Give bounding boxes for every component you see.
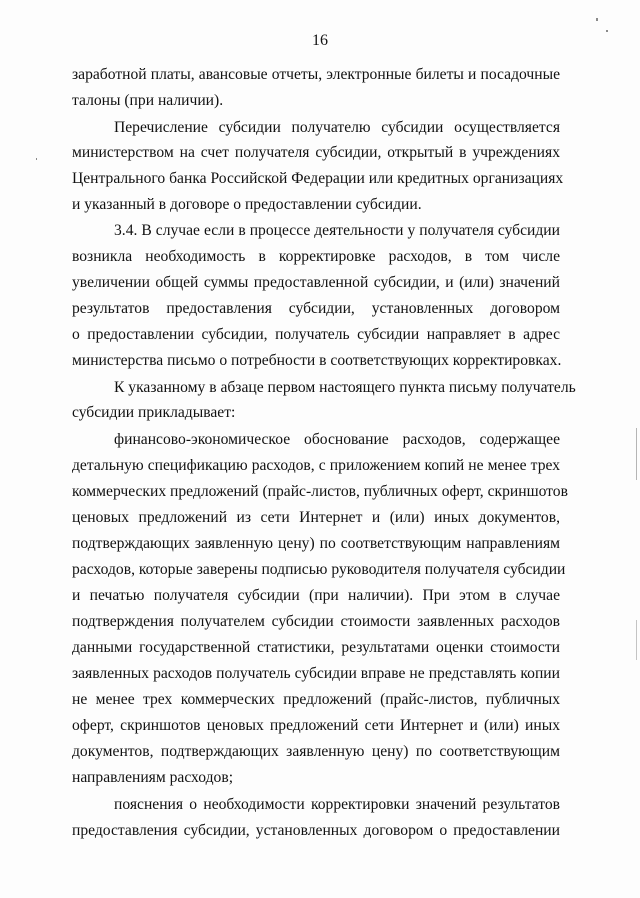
text-line: заявленных расходов получатель субсидии вправе не представлять копии: [72, 665, 560, 682]
text-line: данными государственной статистики, результатами оценки стоимости: [72, 639, 560, 656]
scan-edge-line: [636, 620, 637, 660]
text-line: направлениям расходов;: [72, 769, 234, 786]
text-line: документов, подтверждающих заявленную цену) по соответствующим: [72, 743, 560, 760]
text-line: министерством на счет получателя субсидии, открытый в учреждениях: [72, 144, 560, 161]
page-number: 16: [312, 32, 328, 49]
text-line: и указанный в договоре о предоставлении субсидии.: [72, 196, 422, 213]
text-line: подтверждения получателем субсидии стоимости заявленных расходов: [72, 613, 560, 630]
scan-edge-line: [636, 428, 637, 480]
text-line: результатов предоставления субсидии, установленных договором: [72, 300, 560, 317]
text-line: субсидии прикладывает:: [72, 404, 236, 421]
text-line: не менее трех коммерческих предложений (прайс-листов, публичных: [72, 691, 560, 708]
text-line: увеличении общей суммы предоставленной субсидии, и (или) значений: [72, 274, 560, 291]
text-line: заработной платы, авансовые отчеты, электронные билеты и посадочные: [72, 66, 560, 83]
text-line: подтверждающих заявленную цену) по соответствующим направлениям: [72, 535, 560, 552]
text-line: Центрального банка Российской Федерации или кредитных организациях: [72, 170, 564, 187]
text-line: предоставления субсидии, установленных договором о предоставлении: [72, 822, 560, 839]
text-line: талоны (при наличии).: [72, 92, 224, 109]
scan-speck: [36, 158, 37, 160]
scan-speck: [596, 18, 598, 21]
text-line: расходов, которые заверены подписью руководителя получателя субсидии: [72, 561, 566, 578]
text-line: ценовых предложений из сети Интернет и (или) иных документов,: [72, 509, 560, 526]
text-line: министерства письмо о потребности в соответствующих корректировках.: [72, 352, 562, 369]
text-line: 3.4. В случае если в процессе деятельности у получателя субсидии: [114, 222, 560, 239]
text-line: возникла необходимость в корректировке расходов, в том числе: [72, 248, 560, 265]
text-line: Перечисление субсидии получателю субсидии осуществляется: [114, 119, 560, 136]
text-line: детальную спецификацию расходов, с приложением копий не менее трех: [72, 457, 560, 474]
text-line: К указанному в абзаце первом настоящего пункта письму получатель: [114, 379, 576, 396]
text-line: о предоставлении субсидии, получатель субсидии направляет в адрес: [72, 326, 560, 343]
text-line: пояснения о необходимости корректировки значений результатов: [114, 796, 560, 813]
text-line: коммерческих предложений (прайс-листов, публичных оферт, скриншотов: [72, 483, 568, 500]
text-line: финансово-экономическое обоснование расходов, содержащее: [114, 431, 560, 448]
text-line: оферт, скриншотов ценовых предложений сети Интернет и (или) иных: [72, 717, 560, 734]
text-line: и печатью получателя субсидии (при наличии). При этом в случае: [72, 587, 560, 604]
scan-speck: [606, 30, 608, 32]
